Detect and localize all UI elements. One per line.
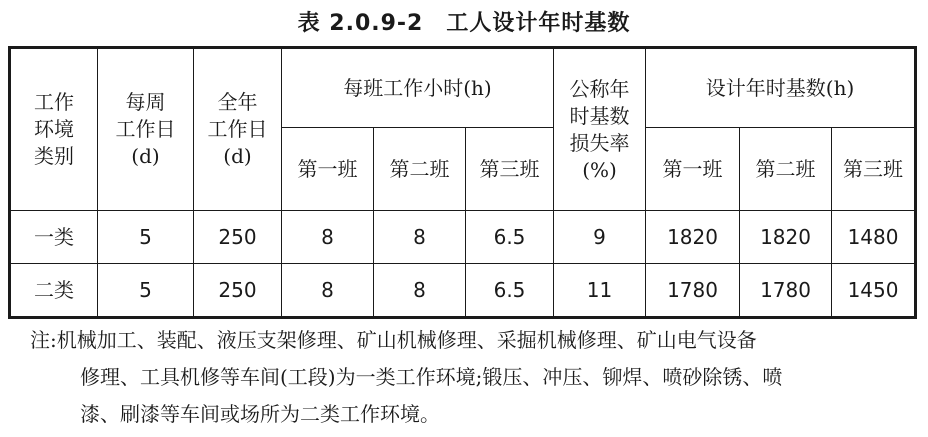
cell-category: 二类 — [10, 264, 98, 318]
cell-design2: 1820 — [740, 211, 832, 264]
header-shift3: 第三班 — [466, 128, 554, 211]
cell-shift2-hours: 8 — [374, 264, 466, 318]
cell-category: 一类 — [10, 211, 98, 264]
cell-design3: 1480 — [832, 211, 916, 264]
header-shift2: 第二班 — [374, 128, 466, 211]
header-shift1: 第一班 — [282, 128, 374, 211]
note-line: 修理、工具机修等车间(工段)为一类工作环境;锻压、冲压、铆焊、喷砂除锈、喷 — [80, 365, 783, 389]
header-design-shift2: 第二班 — [740, 128, 832, 211]
header-annual-days: 全年 工作日 (d) — [194, 48, 282, 211]
header-env-category: 工作 环境 类别 — [10, 48, 98, 211]
table-row — [10, 211, 916, 264]
cell-annual-days: 250 — [194, 264, 282, 318]
cell-shift1-hours: 8 — [282, 211, 374, 264]
table-row — [10, 264, 916, 318]
note-line: 注:机械加工、装配、液压支架修理、矿山机械修理、采掘机械修理、矿山电气设备 — [30, 328, 757, 352]
cell-design1: 1780 — [646, 264, 740, 318]
cell-weekly-days: 5 — [98, 264, 194, 318]
header-weekly-days: 每周 工作日 (d) — [98, 48, 194, 211]
cell-design2: 1780 — [740, 264, 832, 318]
header-loss-rate: 公称年 时基数 损失率 (%) — [554, 48, 646, 211]
cell-shift2-hours: 8 — [374, 211, 466, 264]
header-design-shift1: 第一班 — [646, 128, 740, 211]
cell-weekly-days: 5 — [98, 211, 194, 264]
cell-design3: 1450 — [832, 264, 916, 318]
cell-design1: 1820 — [646, 211, 740, 264]
cell-loss-rate: 9 — [554, 211, 646, 264]
header-design-hours: 设计年时基数(h) — [646, 48, 916, 128]
header-shift-hours: 每班工作小时(h) — [282, 48, 554, 128]
cell-annual-days: 250 — [194, 211, 282, 264]
table-note — [30, 322, 922, 433]
work-hours-table — [8, 46, 917, 319]
note-line: 漆、刷漆等车间或场所为二类工作环境。 — [80, 402, 440, 426]
cell-loss-rate: 11 — [554, 264, 646, 318]
cell-shift3-hours: 6.5 — [466, 211, 554, 264]
table-title: 表 2.0.9-2 工人设计年时基数 — [297, 11, 631, 36]
cell-shift1-hours: 8 — [282, 264, 374, 318]
header-design-shift3: 第三班 — [832, 128, 916, 211]
cell-shift3-hours: 6.5 — [466, 264, 554, 318]
